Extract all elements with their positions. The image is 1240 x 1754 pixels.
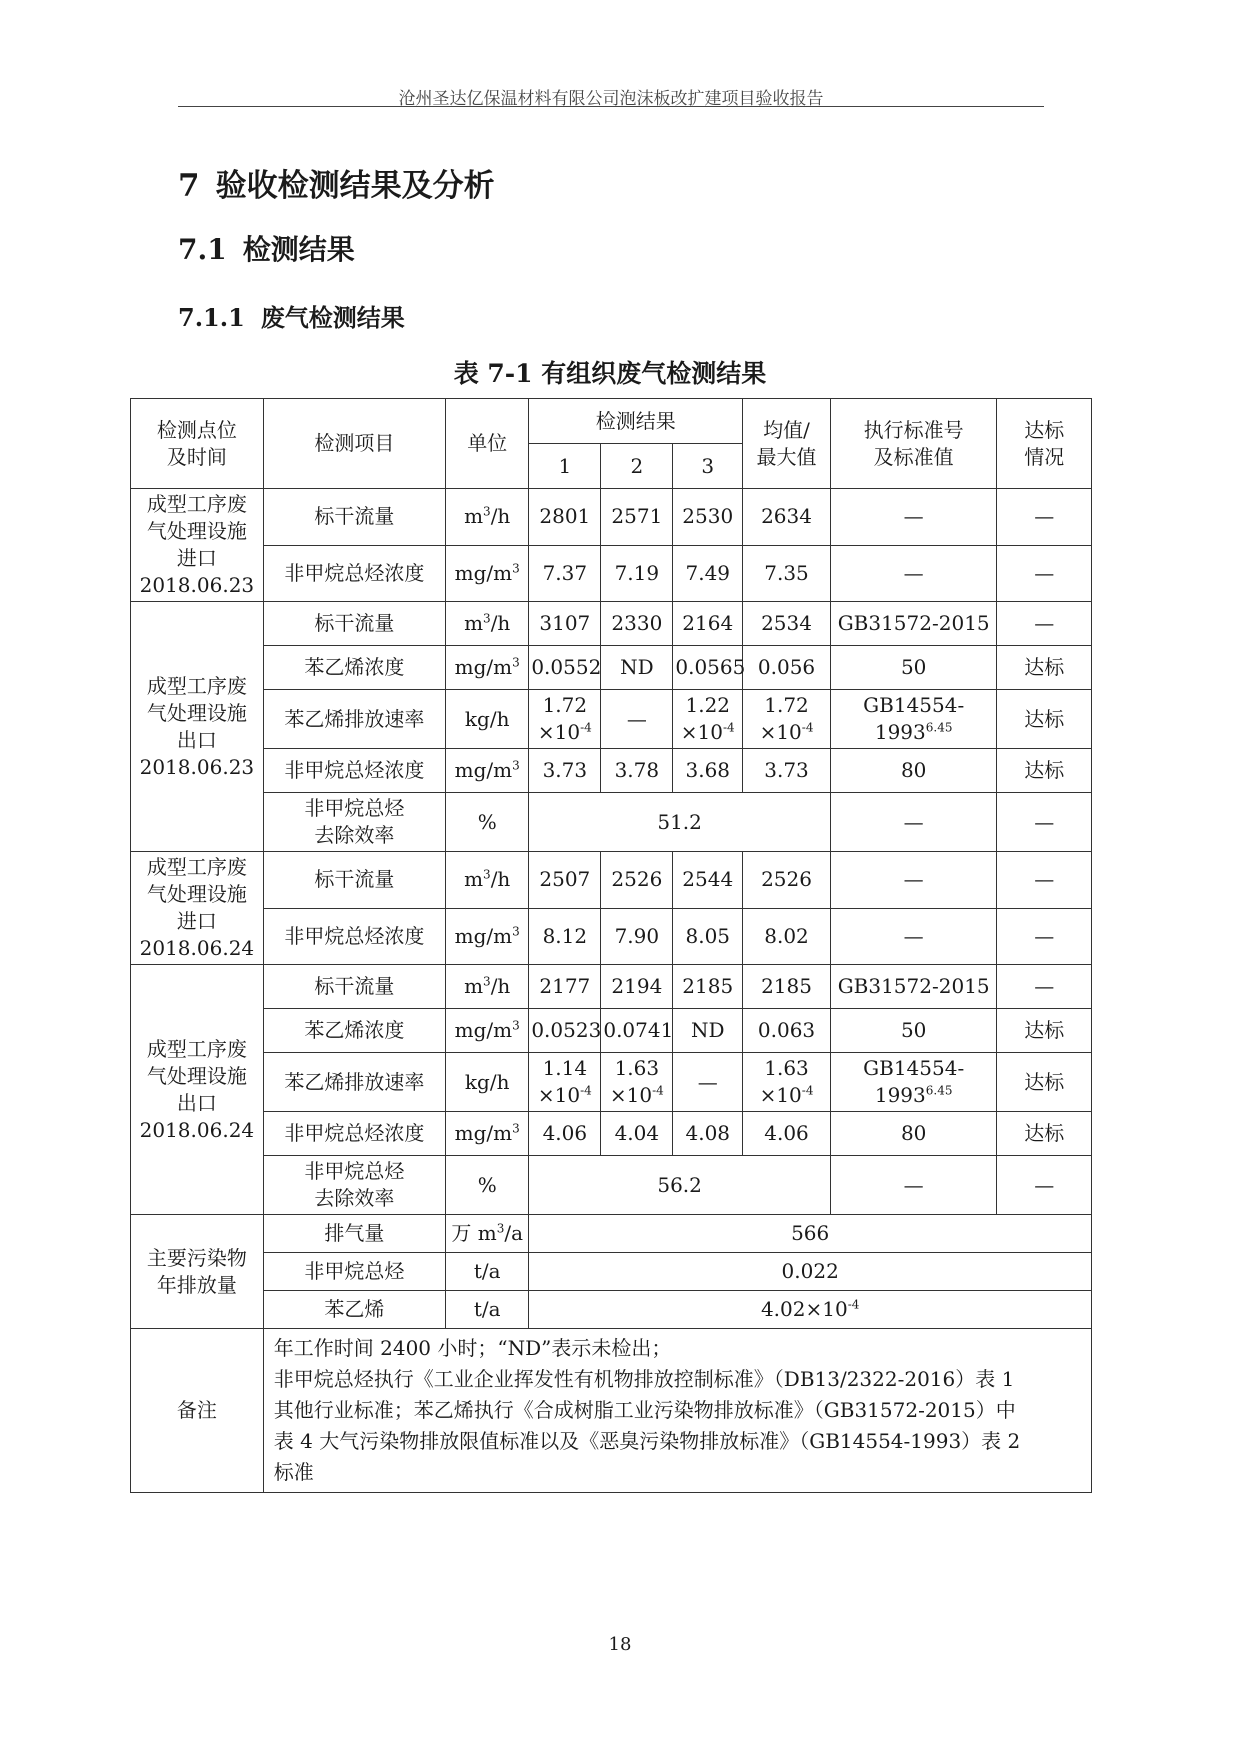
status-cell: — — [997, 602, 1092, 646]
cell-line: GB14554-1993 — [863, 693, 965, 744]
cell-line: ×10 — [759, 720, 802, 744]
result-cell: 7.19 — [601, 545, 673, 602]
subsection-heading — [178, 228, 355, 268]
exponent: -4 — [723, 720, 735, 735]
table-body — [131, 399, 1092, 1493]
result-cell: 2330 — [601, 602, 673, 646]
unit-cell — [446, 489, 529, 546]
item-cell: 标干流量 — [263, 852, 445, 909]
status-cell: — — [997, 489, 1092, 546]
table-row — [131, 646, 1092, 690]
unit-cell: % — [446, 793, 529, 852]
mean-cell — [743, 1053, 831, 1112]
cell-line: 气处理设施 — [146, 519, 247, 543]
cell-line: ×10 — [537, 1083, 581, 1107]
header-point — [131, 399, 264, 489]
table-row — [131, 852, 1092, 909]
unit-exponent: 3 — [483, 611, 491, 626]
item-cell: 苯乙烯浓度 — [263, 646, 445, 690]
exponent: -4 — [652, 1083, 664, 1098]
status-cell: — — [997, 1156, 1092, 1215]
result-cell: 4.04 — [601, 1112, 673, 1156]
unit-cell — [446, 646, 529, 690]
cell-line: 均值/ — [763, 417, 810, 442]
result-cell: 2530 — [673, 489, 743, 546]
result-cell — [601, 1053, 673, 1112]
unit-exponent: 3 — [483, 974, 491, 989]
unit-cell — [446, 545, 529, 602]
cell-line: 检测点位 — [156, 417, 237, 442]
mean-cell: 2534 — [743, 602, 831, 646]
unit-base: mg/m — [454, 1121, 513, 1145]
note-line: 其他行业标准；苯乙烯执行《合成树脂工业污染物排放标准》（GB31572-2015）中 — [273, 1398, 1016, 1422]
table-row — [131, 1156, 1092, 1215]
cell-line: GB14554-1993 — [863, 1056, 965, 1107]
table-row — [131, 965, 1092, 1009]
result-cell: 2801 — [529, 489, 601, 546]
mean-cell: 0.063 — [743, 1009, 831, 1053]
item-cell: 标干流量 — [263, 489, 445, 546]
table-row — [131, 602, 1092, 646]
point-cell — [131, 489, 264, 602]
cell-line: 出口 — [176, 1090, 217, 1115]
subsubsection-heading — [178, 298, 405, 333]
unit-cell — [446, 602, 529, 646]
note-line: 标准 — [273, 1460, 314, 1484]
mean-cell: 7.35 — [743, 545, 831, 602]
result-cell: 2526 — [601, 852, 673, 909]
header-unit: 单位 — [446, 399, 529, 489]
result-cell: 3.68 — [673, 749, 743, 793]
status-cell: — — [997, 908, 1092, 965]
point-cell — [131, 602, 264, 852]
mean-cell: 3.73 — [743, 749, 831, 793]
unit-cell — [446, 908, 529, 965]
table-caption: 表 7-1 有组织废气检测结果 — [453, 359, 767, 388]
unit-cell: t/a — [446, 1291, 529, 1329]
unit-cell — [446, 1009, 529, 1053]
section-title: 验收检测结果及分析 — [215, 168, 495, 204]
unit-cell: t/a — [446, 1253, 529, 1291]
note-label: 备注 — [131, 1329, 264, 1493]
result-cell: 7.49 — [673, 545, 743, 602]
cell-line: 非甲烷总烃 — [304, 796, 405, 820]
unit-base: mg/m — [454, 923, 513, 948]
mean-cell: 2634 — [743, 489, 831, 546]
cell-line: 主要污染物 — [146, 1245, 247, 1270]
cell-line: 出口 — [176, 727, 217, 752]
result-cell: 2571 — [601, 489, 673, 546]
item-cell: 非甲烷总烃浓度 — [263, 908, 445, 965]
header-status — [997, 399, 1092, 489]
merged-value: 51.2 — [529, 793, 831, 852]
status-cell: 达标 — [997, 1053, 1092, 1112]
item-cell: 苯乙烯浓度 — [263, 1009, 445, 1053]
result-cell — [673, 690, 743, 749]
result-cell: 4.08 — [673, 1112, 743, 1156]
table-row — [131, 1291, 1092, 1329]
unit-base: mg/m — [454, 758, 513, 782]
standard-cell — [830, 1053, 997, 1112]
result-cell: — — [673, 1053, 743, 1112]
header-result-r1: 1 — [529, 444, 601, 489]
result-cell: 3.78 — [601, 749, 673, 793]
result-cell: 0.0565 — [673, 646, 743, 690]
cell-line: 年排放量 — [156, 1272, 237, 1297]
item-cell: 标干流量 — [263, 965, 445, 1009]
item-cell — [263, 793, 445, 852]
result-cell: 4.06 — [529, 1112, 601, 1156]
table-row — [131, 1053, 1092, 1112]
status-cell: — — [997, 545, 1092, 602]
note-row — [131, 1329, 1092, 1493]
table-row — [131, 749, 1092, 793]
cell-line: 1.63 — [764, 1056, 809, 1080]
subsubsection-title: 废气检测结果 — [260, 303, 405, 332]
cell-line: 2018.06.24 — [139, 1117, 255, 1142]
result-cell: 2164 — [673, 602, 743, 646]
cell-line: 2018.06.23 — [139, 573, 255, 597]
result-cell: 0.0523 — [529, 1009, 601, 1053]
result-cell: 2544 — [673, 852, 743, 909]
cell-line: 达标 — [1024, 417, 1065, 442]
cell-line: 1.22 — [685, 693, 731, 717]
annual-value: 566 — [529, 1215, 1092, 1253]
cell-line: 去除效率 — [314, 823, 395, 847]
page-number: 18 — [608, 1634, 632, 1655]
status-cell: — — [997, 793, 1092, 852]
annual-value: 0.022 — [529, 1253, 1092, 1291]
cell-line: 气处理设施 — [146, 882, 247, 906]
unit-rest: /h — [490, 504, 511, 529]
result-cell: 0.0552 — [529, 646, 601, 690]
item-cell: 苯乙烯 — [263, 1291, 445, 1329]
unit-base: m — [464, 611, 484, 635]
note-line: 表 4 大气污染物排放限值标准以及《恶臭污染物排放标准》（GB14554-1993）表 2 — [273, 1429, 1021, 1453]
item-cell: 苯乙烯排放速率 — [263, 690, 445, 749]
cell-line: ×10 — [609, 1083, 653, 1107]
annual-value — [529, 1291, 1092, 1329]
cell-line: 1.63 — [614, 1056, 660, 1080]
results-table — [130, 398, 1092, 1493]
exponent: -4 — [801, 720, 814, 735]
exponent: -4 — [847, 1297, 860, 1312]
cell-line: 气处理设施 — [146, 1063, 247, 1088]
section-heading — [178, 160, 495, 205]
cell-line: 1.14 — [542, 1056, 588, 1080]
cell-line: 成型工序废 — [146, 1036, 247, 1061]
result-cell: 8.05 — [673, 908, 743, 965]
point-cell — [131, 965, 264, 1215]
unit-exponent: 3 — [512, 1018, 520, 1033]
status-cell: 达标 — [997, 1009, 1092, 1053]
point-cell — [131, 1215, 264, 1329]
item-cell: 标干流量 — [263, 602, 445, 646]
status-cell: — — [997, 965, 1092, 1009]
cell-line: 2018.06.23 — [139, 754, 255, 779]
standard-cell: GB31572-2015 — [830, 965, 997, 1009]
unit-base: m — [464, 974, 484, 998]
unit-base: 万 m — [451, 1221, 497, 1245]
table-row — [131, 793, 1092, 852]
subsubsection-number: 7.1.1 — [178, 303, 245, 332]
cell-line: ×10 — [680, 720, 723, 744]
result-cell: 2194 — [601, 965, 673, 1009]
mean-cell: 8.02 — [743, 908, 831, 965]
mean-cell: 4.06 — [743, 1112, 831, 1156]
mean-cell — [743, 690, 831, 749]
running-header: 沧州圣达亿保温材料有限公司泡沫板改扩建项目验收报告 — [398, 89, 824, 109]
result-cell: — — [601, 690, 673, 749]
merged-value: 56.2 — [529, 1156, 831, 1215]
unit-exponent: 3 — [512, 561, 520, 576]
item-cell: 苯乙烯排放速率 — [263, 1053, 445, 1112]
unit-cell — [446, 965, 529, 1009]
unit-rest: /a — [504, 1221, 524, 1245]
exponent: -4 — [580, 1083, 592, 1098]
note-line: 年工作时间 2400 小时；“ND”表示未检出； — [273, 1336, 672, 1360]
header-row — [131, 399, 1092, 444]
standard-cell: GB31572-2015 — [830, 602, 997, 646]
cell-line: 气处理设施 — [146, 700, 247, 725]
cell-line: 成型工序废 — [146, 492, 247, 516]
subsection-title: 检测结果 — [242, 233, 355, 266]
unit-cell: % — [446, 1156, 529, 1215]
unit-exponent: 3 — [496, 1221, 505, 1236]
header-result-r3: 3 — [673, 444, 743, 489]
section-number: 7 — [178, 168, 200, 204]
note-line: 非甲烷总烃执行《工业企业挥发性有机物排放控制标准》（DB13/2322-2016）表 1 — [273, 1367, 1015, 1391]
header-item: 检测项目 — [263, 399, 445, 489]
unit-base: mg/m — [454, 1018, 513, 1042]
header-mean — [743, 399, 831, 489]
standard-cell: — — [830, 489, 997, 546]
standard-cell: 50 — [830, 646, 997, 690]
header-result-r2: 2 — [601, 444, 673, 489]
cell-line: 非甲烷总烃 — [304, 1159, 405, 1183]
standard-cell: 80 — [830, 749, 997, 793]
status-cell: 达标 — [997, 690, 1092, 749]
cell-line: 最大值 — [756, 444, 817, 469]
unit-exponent: 3 — [483, 867, 491, 882]
status-cell: 达标 — [997, 1112, 1092, 1156]
status-cell: 达标 — [997, 749, 1092, 793]
cell-line: 及标准值 — [873, 444, 954, 469]
unit-rest: /h — [490, 974, 511, 998]
item-cell: 非甲烷总烃浓度 — [263, 749, 445, 793]
result-cell: 3107 — [529, 602, 601, 646]
header-rule — [178, 106, 1044, 107]
cell-line: 4.02×10 — [760, 1297, 848, 1321]
item-cell: 排气量 — [263, 1215, 445, 1253]
unit-base: mg/m — [454, 560, 513, 585]
unit-base: m — [464, 504, 484, 529]
header-standard — [830, 399, 997, 489]
unit-rest: /h — [490, 611, 511, 635]
table-row — [131, 1009, 1092, 1053]
item-cell: 非甲烷总烃浓度 — [263, 1112, 445, 1156]
unit-exponent: 3 — [512, 924, 520, 939]
cell-line: 1.72 — [764, 693, 809, 717]
result-cell: 8.12 — [529, 908, 601, 965]
result-cell: 3.73 — [529, 749, 601, 793]
unit-cell — [446, 1112, 529, 1156]
unit-cell — [446, 749, 529, 793]
subsection-number: 7.1 — [178, 233, 227, 266]
cell-line: 进口 — [176, 909, 217, 933]
cell-line: 执行标准号 — [863, 417, 964, 442]
result-cell — [529, 690, 601, 749]
result-cell: 2507 — [529, 852, 601, 909]
result-cell: 7.37 — [529, 545, 601, 602]
note-text — [263, 1329, 1091, 1493]
standard-cell: 80 — [830, 1112, 997, 1156]
item-cell — [263, 1156, 445, 1215]
cell-line: 情况 — [1024, 444, 1065, 469]
standard-cell: — — [830, 908, 997, 965]
unit-exponent: 3 — [512, 758, 520, 773]
standard-cell: — — [830, 1156, 997, 1215]
exponent: 6.45 — [925, 720, 953, 735]
cell-line: ×10 — [759, 1083, 802, 1107]
table-row — [131, 489, 1092, 546]
unit-cell — [446, 852, 529, 909]
cell-line: ×10 — [537, 720, 581, 744]
cell-line: 去除效率 — [314, 1186, 395, 1210]
status-cell: — — [997, 852, 1092, 909]
unit-exponent: 3 — [512, 655, 520, 670]
unit-rest: /h — [490, 867, 511, 892]
table-row — [131, 1253, 1092, 1291]
result-cell: ND — [601, 646, 673, 690]
standard-cell: — — [830, 793, 997, 852]
mean-cell: 2185 — [743, 965, 831, 1009]
table-row — [131, 1112, 1092, 1156]
header-results: 检测结果 — [529, 399, 743, 444]
table-row — [131, 545, 1092, 602]
mean-cell: 2526 — [743, 852, 831, 909]
cell-line: 成型工序废 — [146, 673, 247, 698]
result-cell: ND — [673, 1009, 743, 1053]
result-cell: 2177 — [529, 965, 601, 1009]
standard-cell: — — [830, 852, 997, 909]
result-cell — [529, 1053, 601, 1112]
cell-line: 进口 — [176, 546, 217, 570]
cell-line: 及时间 — [166, 444, 227, 469]
result-cell: 2185 — [673, 965, 743, 1009]
unit-cell: kg/h — [446, 690, 529, 749]
exponent: 6.45 — [925, 1083, 953, 1098]
standard-cell: — — [830, 545, 997, 602]
table-row — [131, 1215, 1092, 1253]
unit-exponent: 3 — [512, 1121, 520, 1136]
result-cell: 7.90 — [601, 908, 673, 965]
table-row — [131, 908, 1092, 965]
mean-cell: 0.056 — [743, 646, 831, 690]
table-row — [131, 690, 1092, 749]
unit-base: mg/m — [454, 655, 513, 679]
unit-cell: kg/h — [446, 1053, 529, 1112]
standard-cell: 50 — [830, 1009, 997, 1053]
point-cell — [131, 852, 264, 965]
result-cell: 0.0741 — [601, 1009, 673, 1053]
item-cell: 非甲烷总烃浓度 — [263, 545, 445, 602]
cell-line: 1.72 — [542, 693, 588, 717]
cell-line: 2018.06.24 — [139, 936, 255, 960]
unit-exponent: 3 — [483, 504, 491, 519]
item-cell: 非甲烷总烃 — [263, 1253, 445, 1291]
cell-line: 成型工序废 — [146, 855, 247, 879]
standard-cell — [830, 690, 997, 749]
status-cell: 达标 — [997, 646, 1092, 690]
exponent: -4 — [580, 720, 592, 735]
unit-cell — [446, 1215, 529, 1253]
exponent: -4 — [801, 1083, 814, 1098]
unit-base: m — [464, 867, 484, 892]
